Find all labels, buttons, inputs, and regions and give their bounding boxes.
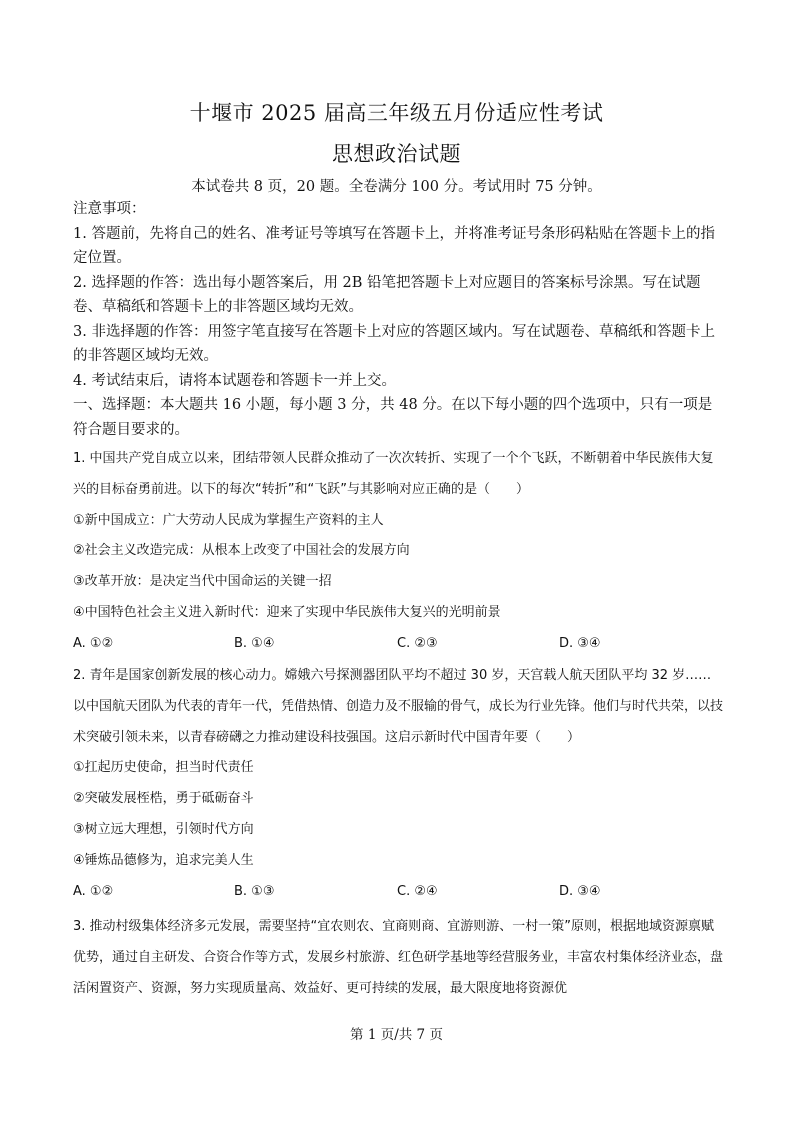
question-stem: 1. 中国共产党自成立以来，团结带领人民群众推动了一次次转折、实现了一个个飞跃，不断朝着中华民族伟大复兴的目标奋勇前进。以下的每次“转折”和“飞跃”与其影响对应正确的是（ ） xyxy=(73,451,714,497)
question-item: ④中国特色社会主义进入新时代：迎来了实现中华民族伟大复兴的光明前景 xyxy=(73,604,501,620)
option-d[interactable]: D. ③④ xyxy=(559,883,601,899)
answer-options xyxy=(73,629,723,660)
question-item: ④锤炼品德修为，追求完美人生 xyxy=(73,852,254,868)
question-item: ②突破发展桎梏，勇于砥砺奋斗 xyxy=(73,791,254,807)
exam-info: 本试卷共 8 页，20 题。全卷满分 100 分。考试用时 75 分钟。 xyxy=(191,179,602,195)
notice-item: 2. 选择题的作答：选出每小题答案后，用 2B 铅笔把答题卡上对应题目的答案标号涂黑。写在试题卷、草稿纸和答题卡上的非答题区域均无效。 xyxy=(73,274,701,315)
question-1 xyxy=(73,444,723,660)
option-a[interactable]: A. ①② xyxy=(73,635,114,651)
notice-section xyxy=(73,197,723,442)
answer-options xyxy=(73,877,723,908)
exam-subject: 思想政治试题 xyxy=(332,142,461,166)
option-b[interactable]: B. ①③ xyxy=(234,883,275,899)
exam-title: 十堰市 2025 届高三年级五月份适应性考试 xyxy=(189,101,604,125)
section-heading: 一、选择题：本大题共 16 小题，每小题 3 分，共 48 分。在以下每小题的四个选项中，只有一项是符合题目要求的。 xyxy=(73,397,713,438)
question-stem: 3. 推动村级集体经济多元发展，需要坚持“宜农则农、宜商则商、宜游则游、一村一策”原则，根据地域资源禀赋优势，通过自主研发、合资合作等方式，发展乡村旅游、红色研学基地等经营服务业，丰富农村集体经济业态，盘活闲置资产、资源，努力实现质量高、效益好、更可持续的发展，最大限度地将资源优 xyxy=(73,919,724,996)
notice-item: 4. 考试结束后，请将本试题卷和答题卡一并上交。 xyxy=(73,372,396,389)
option-b[interactable]: B. ①④ xyxy=(234,635,275,651)
notice-item: 1. 答题前，先将自己的姓名、准考证号等填写在答题卡上，并将准考证号条形码粘贴在答题卡上的指定位置。 xyxy=(73,225,715,266)
question-item: ①扛起历史使命，担当时代责任 xyxy=(73,760,254,776)
notice-heading: 注意事项： xyxy=(73,201,146,217)
option-d[interactable]: D. ③④ xyxy=(559,635,601,651)
question-item: ②社会主义改造完成：从根本上改变了中国社会的发展方向 xyxy=(73,543,410,559)
option-c[interactable]: C. ②③ xyxy=(397,635,438,651)
question-stem: 2. 青年是国家创新发展的核心动力。嫦娥六号探测器团队平均不超过 30 岁，天宫载人航天团队平均 32 岁……以中国航天团队为代表的青年一代，凭借热情、创造力及不服输的骨气，成长为行业先锋。他们与时代共荣，以技术突破引领未来，以青春磅礴之力推动建设科技强国。这启示新时代中国青年要（ ） xyxy=(73,668,724,745)
option-c[interactable]: C. ②④ xyxy=(397,883,438,899)
question-2 xyxy=(73,661,723,907)
question-item: ③树立远大理想，引领时代方向 xyxy=(73,821,254,837)
question-item: ③改革开放：是决定当代中国命运的关键一招 xyxy=(73,574,332,590)
question-3 xyxy=(73,912,723,1004)
question-item: ①新中国成立：广大劳动人民成为掌握生产资料的主人 xyxy=(73,512,384,528)
page-footer: 第 1 页/共 7 页 xyxy=(350,1027,443,1043)
notice-item: 3. 非选择题的作答：用签字笔直接写在答题卡上对应的答题区域内。写在试题卷、草稿纸和答题卡上的非答题区域均无效。 xyxy=(73,323,715,364)
option-a[interactable]: A. ①② xyxy=(73,883,114,899)
